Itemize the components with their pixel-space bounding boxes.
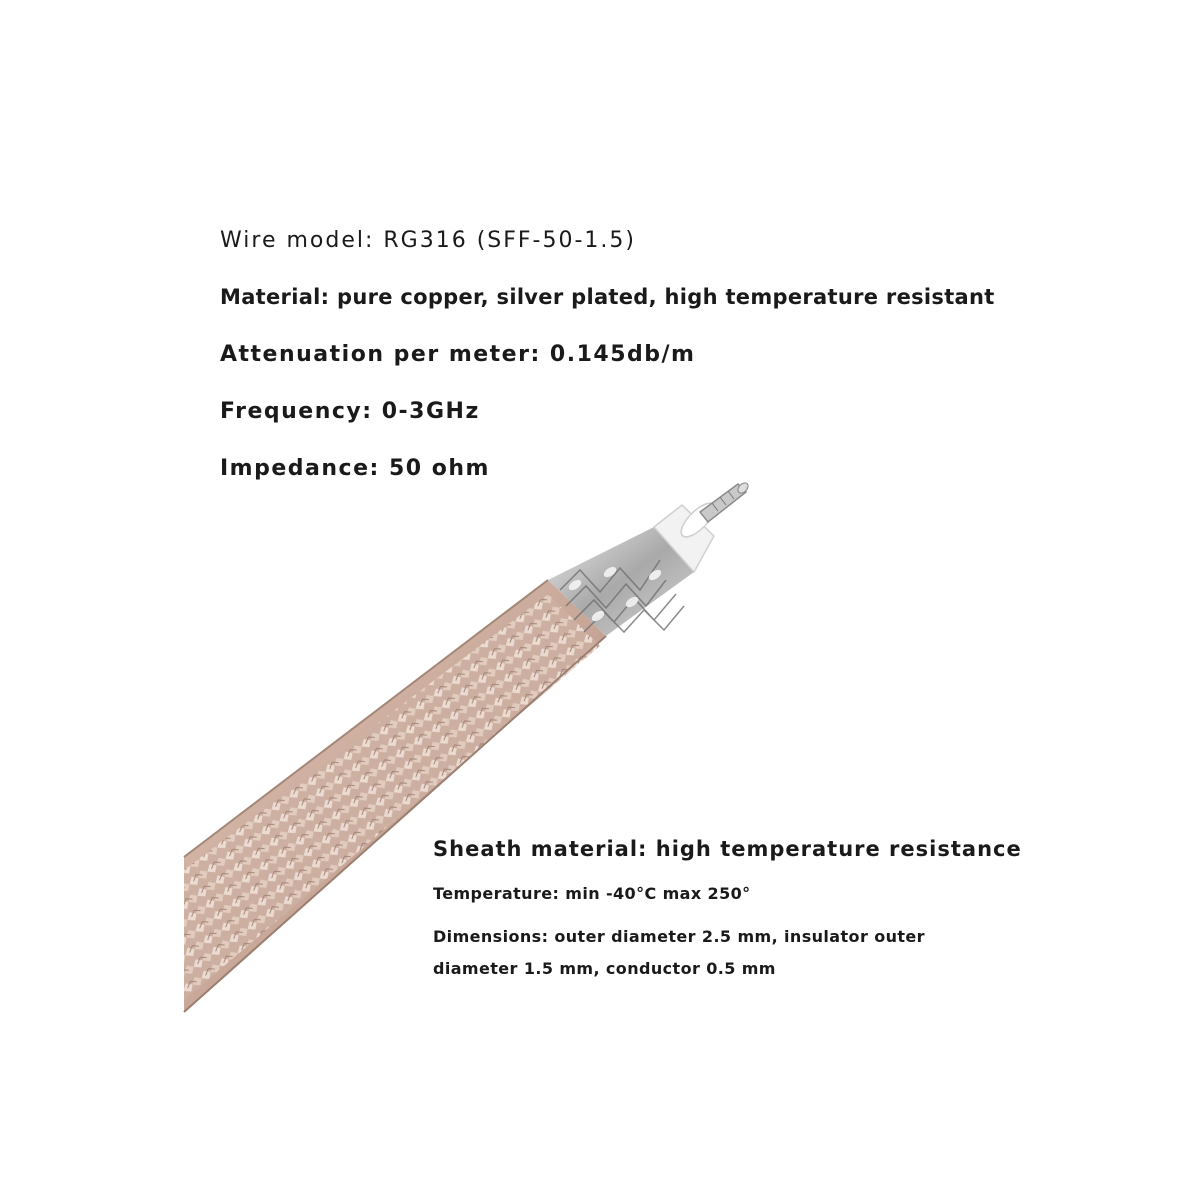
dimensions-spec-line-1: Dimensions: outer diameter 2.5 mm, insulator outer xyxy=(433,927,925,946)
center-conductor xyxy=(700,481,750,522)
temperature-spec: Temperature: min -40°C max 250° xyxy=(433,884,751,903)
attenuation-spec: Attenuation per meter: 0.145db/m xyxy=(220,342,696,367)
sheath-material-spec: Sheath material: high temperature resistance xyxy=(433,837,1022,861)
cable-jacket xyxy=(184,580,606,1012)
material-spec: Material: pure copper, silver plated, high temperature resistant xyxy=(220,285,995,309)
impedance-spec: Impedance: 50 ohm xyxy=(220,456,490,481)
wire-model-spec: Wire model: RG316 (SFF-50-1.5) xyxy=(220,228,636,253)
frequency-spec: Frequency: 0-3GHz xyxy=(220,399,480,424)
dimensions-spec-line-2: diameter 1.5 mm, conductor 0.5 mm xyxy=(433,959,776,978)
